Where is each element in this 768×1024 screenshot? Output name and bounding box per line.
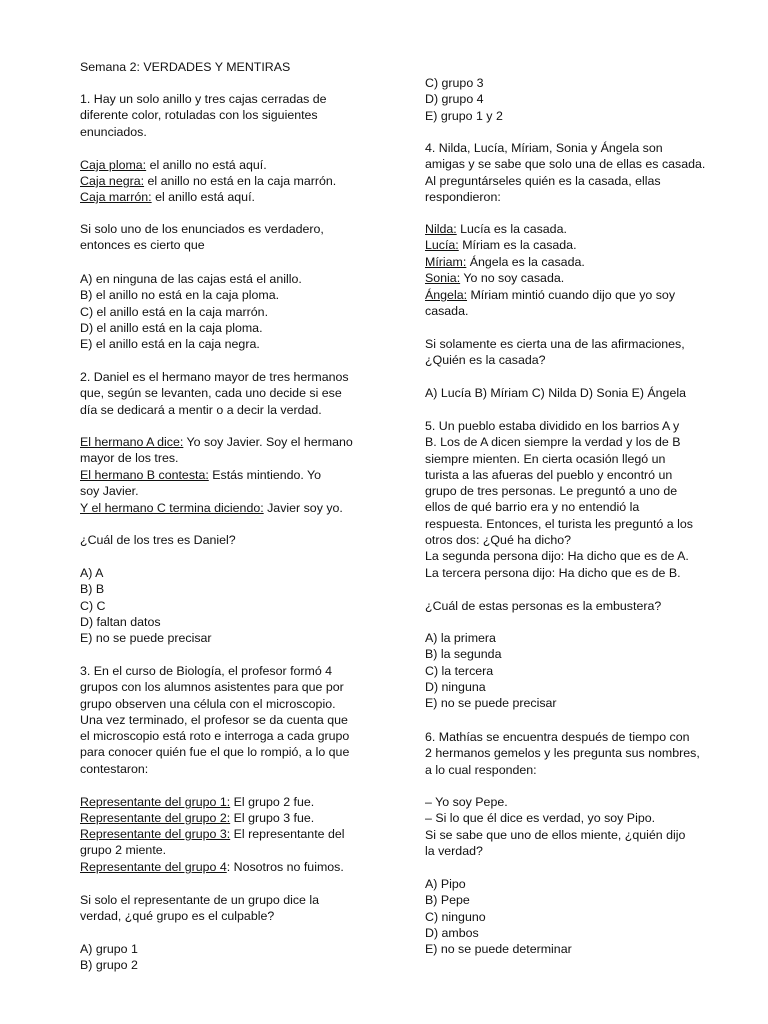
q2-statement-3-text: Javier soy yo. — [263, 501, 343, 515]
q2-statement-1-text: Yo soy Javier. Soy el hermano mayor de los tres. — [80, 435, 353, 466]
q3-statement-1 — [80, 794, 314, 810]
q1-statement-3-label: Caja marrón: — [80, 190, 152, 204]
q1-statement-2-label: Caja negra: — [80, 174, 145, 188]
q3-statement-3 — [80, 826, 345, 859]
q6-text: 6. Mathías se encuentra después de tiempo con 2 hermanos gemelos y les pregunta sus nombres, a lo cual responden: — [425, 730, 700, 777]
q3-statement-4-text: : Nosotros no fuimos. — [226, 860, 344, 874]
q2-statement-1 — [80, 434, 353, 467]
q3-statement-2-text: El grupo 3 fue. — [230, 811, 315, 825]
q4-statement-1-label: Nilda: — [425, 222, 457, 236]
q2-statement-2-text: Estás mintiendo. Yo soy Javier. — [80, 468, 322, 499]
q4-statement-1-text: Lucía es la casada. — [456, 222, 567, 236]
q6-dialogue: – Yo soy Pepe. – Si lo que él dice es verdad, yo soy Pipo. Si se sabe que uno de ellos miente, ¿quién dijo la verdad? — [425, 795, 686, 858]
q3-statement-2 — [80, 810, 314, 826]
q6-options: A) Pipo B) Pepe C) ninguno D) ambos E) no se puede determinar — [425, 877, 572, 957]
q4-statement-2 — [425, 237, 577, 253]
q2-statement-2 — [80, 467, 321, 500]
q4-question: Si solamente es cierta una de las afirmaciones, ¿Quién es la casada? — [425, 337, 685, 368]
q4-text: 4. Nilda, Lucía, Míriam, Sonia y Ángela son amigas y se sabe que solo una de ellas es casada. Al preguntárseles quién es la casada, ellas respondieron: — [425, 141, 706, 204]
q4-statement-5 — [425, 287, 675, 320]
q5-options: A) la primera B) la segunda C) la tercera D) ninguna E) no se puede precisar — [425, 631, 557, 711]
q3-statement-4 — [80, 859, 344, 875]
q4-statement-5-text: Míriam mintió cuando dijo que yo soy casada. — [425, 288, 676, 319]
q2-text: 2. Daniel es el hermano mayor de tres hermanos que, según se levanten, cada uno decide si ese día se dedicará a mentir o a decir la verdad. — [80, 370, 349, 417]
q2-statement-3 — [80, 500, 343, 516]
q4-statement-3-label: Míriam: — [425, 255, 467, 269]
q5-text: 5. Un pueblo estaba dividido en los barrios A y B. Los de A dicen siempre la verdad y los de B siempre mienten. En cierta ocasión llegó un turista a las afueras del pueblo y encontró un grupo de tres personas. Le preguntó a uno de ellos de qué barrio era y no entendió la respuesta. Entonces, el turista les preguntó a los otros dos: ¿Qué ha dicho? La segunda persona dijo: Ha dicho que es de A. La tercera persona dijo: Ha dicho que es de B. — [425, 419, 693, 580]
q1-question: Si solo uno de los enunciados es verdadero, entonces es cierto que — [80, 222, 324, 253]
q5-question: ¿Cuál de estas personas es la embustera? — [425, 599, 662, 613]
document-title: Semana 2: VERDADES Y MENTIRAS — [80, 60, 291, 74]
q2-statement-3-label: Y el hermano C termina diciendo: — [80, 501, 264, 515]
q1-text: 1. Hay un solo anillo y tres cajas cerradas de diferente color, rotuladas con los siguientes enunciados. — [80, 92, 327, 139]
q1-statement-1-label: Caja ploma: — [80, 158, 147, 172]
q4-options: A) Lucía B) Míriam C) Nilda D) Sonia E) Ángela — [425, 386, 686, 400]
q4-statement-2-label: Lucía: — [425, 238, 459, 252]
q4-statement-4 — [425, 270, 564, 286]
q4-statement-3-text: Ángela es la casada. — [466, 255, 585, 269]
q4-statement-3 — [425, 254, 585, 270]
q3-statement-4-label: Representante del grupo 4 — [80, 860, 227, 874]
q1-statement-2-text: el anillo no está en la caja marrón. — [144, 174, 337, 188]
q3-statement-1-text: El grupo 2 fue. — [230, 795, 315, 809]
q3-statement-3-label: Representante del grupo 3: — [80, 827, 231, 841]
q3-question: Si solo el representante de un grupo dice la verdad, ¿qué grupo es el culpable? — [80, 893, 320, 924]
q1-statement-1 — [80, 157, 267, 173]
q2-options: A) A B) B C) C D) faltan datos E) no se puede precisar — [80, 566, 212, 646]
q2-statement-1-label: El hermano A dice: — [80, 435, 184, 449]
q3-text: 3. En el curso de Biología, el profesor formó 4 grupos con los alumnos asistentes para que por grupo observen una célula con el microscopio. Una vez terminado, el profesor se da cuenta que el microscopio está roto e interroga a cada grupo para conocer quién fue el que lo rompió, a lo que contestaron: — [80, 664, 350, 776]
q3-statement-1-label: Representante del grupo 1: — [80, 795, 231, 809]
q3-statement-2-label: Representante del grupo 2: — [80, 811, 231, 825]
q1-options: A) en ninguna de las cajas está el anillo. B) el anillo no está en la caja ploma. C) el anillo está en la caja marrón. D) el anillo está en la caja ploma. E) el anillo está en la caja negra. — [80, 272, 302, 352]
q4-statement-5-label: Ángela: — [425, 288, 468, 302]
q3-options-right: C) grupo 3 D) grupo 4 E) grupo 1 y 2 — [425, 76, 503, 123]
q1-statement-3-text: el anillo está aquí. — [151, 190, 255, 204]
q1-statement-1-text: el anillo no está aquí. — [146, 158, 267, 172]
q4-statement-4-label: Sonia: — [425, 271, 461, 285]
q4-statement-4-text: Yo no soy casada. — [460, 271, 565, 285]
q4-statement-2-text: Míriam es la casada. — [458, 238, 577, 252]
q3-statement-3-text: El representante del grupo 2 miente. — [80, 827, 345, 858]
q2-statement-2-label: El hermano B contesta: — [80, 468, 209, 482]
q2-question: ¿Cuál de los tres es Daniel? — [80, 533, 236, 547]
q4-statement-1 — [425, 221, 567, 237]
q3-options-left: A) grupo 1 B) grupo 2 — [80, 942, 138, 973]
q1-statement-3 — [80, 189, 255, 205]
q1-statement-2 — [80, 173, 336, 189]
